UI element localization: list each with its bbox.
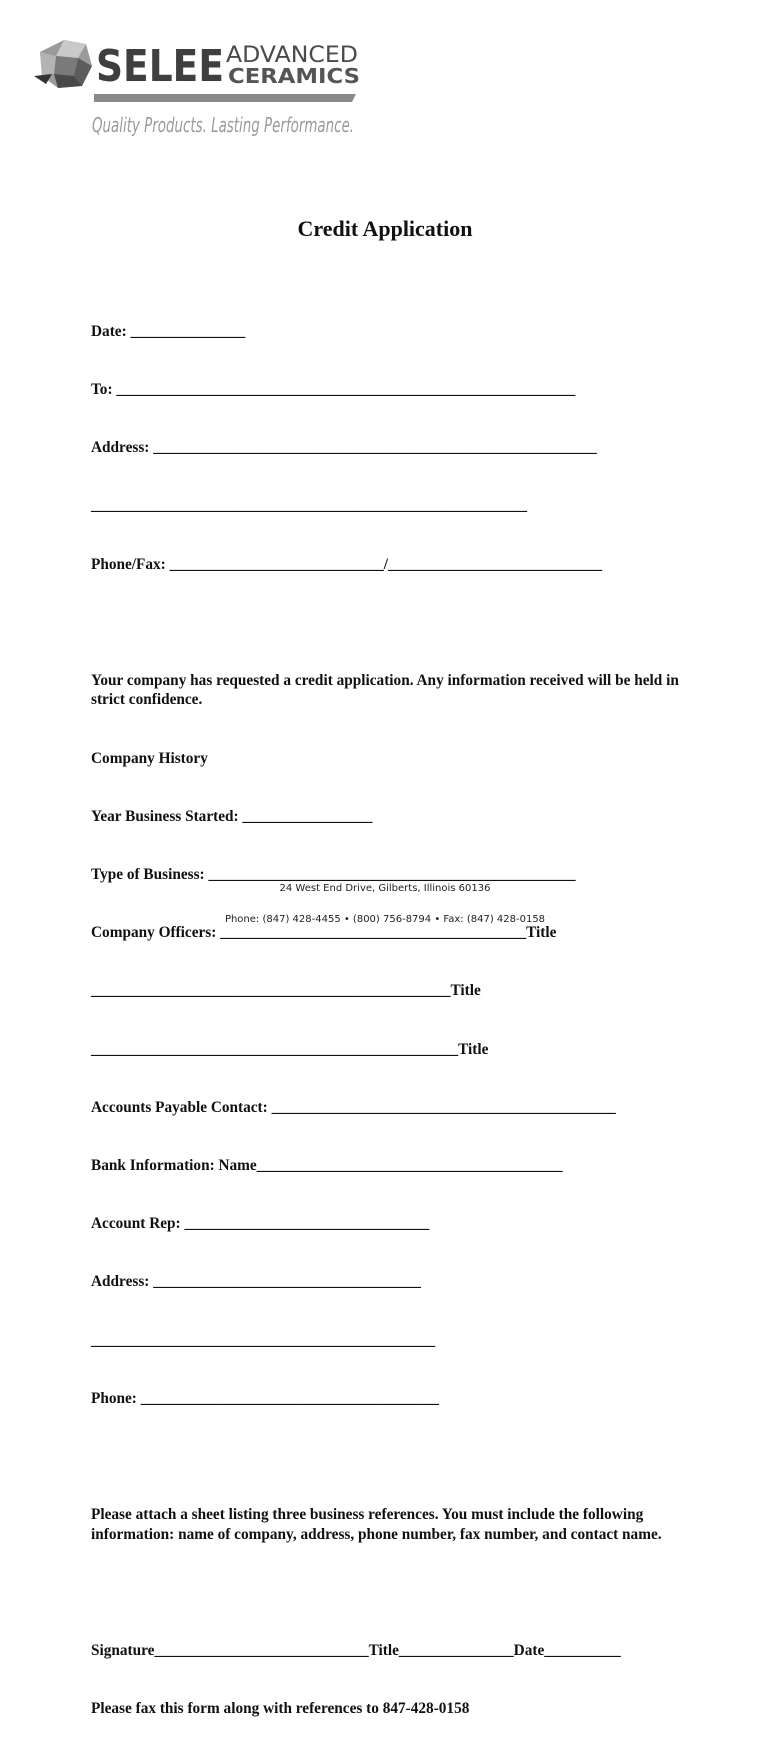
logo-ceramics: CERAMICS bbox=[228, 64, 360, 88]
logo-underline bbox=[94, 94, 356, 102]
date-field: Date: _______________ bbox=[91, 322, 246, 340]
company-officer-field: Company Officers: ________________________________________Title bbox=[91, 924, 557, 942]
phone-fax-field: Phone/Fax: ____________________________/____________________________ bbox=[91, 555, 603, 573]
company-history-heading: Company History bbox=[91, 749, 208, 767]
company-officer-field: _______________________________________________Title bbox=[91, 982, 481, 1000]
company-logo bbox=[34, 36, 374, 146]
company-officer-field: ________________________________________________Title bbox=[91, 1040, 489, 1058]
logo-tagline: Quality Products. Lasting Performance. bbox=[92, 113, 354, 137]
business-type-field: Type of Business: ________________________________________________ bbox=[91, 866, 576, 884]
bank-name-field: Bank Information: Name________________________________________ bbox=[91, 1157, 563, 1175]
account-rep-field: Account Rep: ________________________________ bbox=[91, 1215, 430, 1233]
footer-contact: Phone: (847) 428-4455 • (800) 756-8794 • Fax: (847) 428-0158 bbox=[224, 914, 546, 925]
to-field: To: ____________________________________________________________ bbox=[91, 381, 576, 399]
year-started-field: Year Business Started: _________________ bbox=[91, 807, 373, 825]
bank-address-field: Address: ___________________________________ bbox=[91, 1273, 421, 1291]
document-title: Credit Application bbox=[297, 216, 473, 241]
address-field: Address: __________________________________________________________ bbox=[91, 439, 597, 457]
application-form bbox=[91, 283, 691, 1738]
logo-advanced: ADVANCED bbox=[226, 43, 358, 68]
signature-line: Signature____________________________Title_______________Date__________ bbox=[91, 1642, 621, 1660]
fax-instructions: Please fax this form along with references to 847-428-0158 bbox=[91, 1700, 470, 1718]
bank-phone-field: Phone: _______________________________________ bbox=[91, 1389, 440, 1407]
bank-address-continuation-field: _____________________________________________ bbox=[91, 1331, 436, 1349]
ceramic-ball-icon bbox=[34, 40, 92, 88]
intro-paragraph: Your company has requested a credit application. Any information received will be held in strict confidence. bbox=[91, 672, 679, 709]
references-paragraph: Please attach a sheet listing three business references. You must include the following information: name of company, address, phone number, fax number, and contact name. bbox=[91, 1506, 662, 1543]
logo-brand: SELEE bbox=[96, 41, 224, 92]
payable-contact-field: Accounts Payable Contact: _____________________________________________ bbox=[91, 1098, 616, 1116]
footer-address: 24 West End Drive, Gilberts, Illinois 60136 bbox=[279, 883, 491, 894]
address-continuation-field: _________________________________________________________ bbox=[91, 497, 527, 515]
